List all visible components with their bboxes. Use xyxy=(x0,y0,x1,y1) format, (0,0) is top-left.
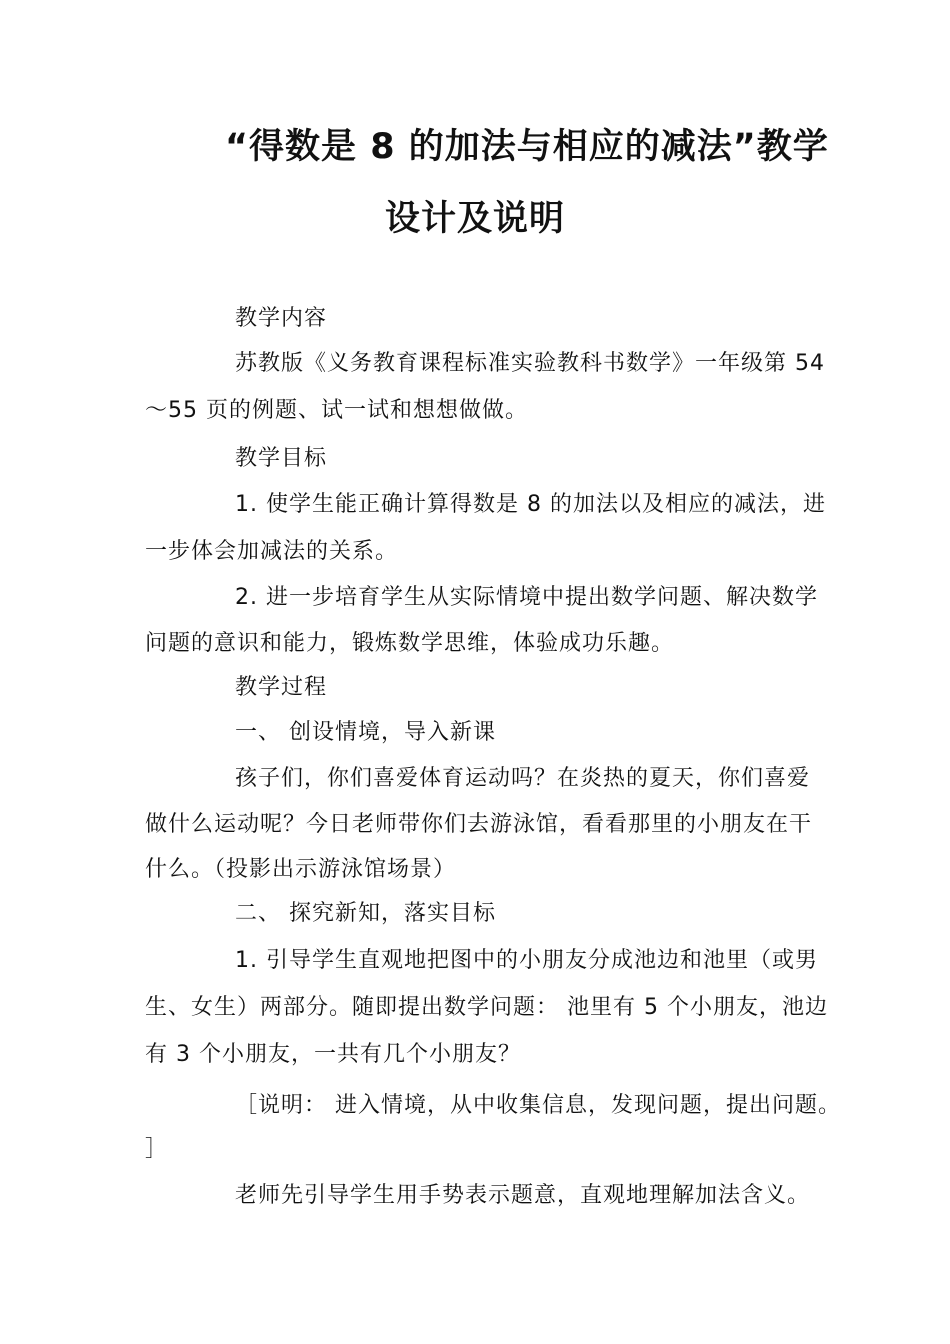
paragraph-line: 1. 引导学生直观地把图中的小朋友分成池边和池里（或男 xyxy=(235,948,818,973)
paragraph-line: 做什么运动呢？今日老师带你们去游泳馆，看看那里的小朋友在干 xyxy=(145,812,813,837)
section-heading: 一、 创设情境，导入新课 xyxy=(235,720,496,745)
paragraph-line: 1. 使学生能正确计算得数是 8 的加法以及相应的减法，进 xyxy=(235,492,826,517)
paragraph-line: ～55 页的例题、试一试和想想做做。 xyxy=(145,398,528,423)
note-line: ［说明： 进入情境，从中收集信息，发现问题，提出问题。 xyxy=(235,1093,841,1118)
paragraph-line: 孩子们，你们喜爱体育运动吗？在炎热的夏天，你们喜爱 xyxy=(235,766,811,791)
heading-teaching-content: 教学内容 xyxy=(235,306,328,331)
section-heading: 二、 探究新知，落实目标 xyxy=(235,901,496,926)
paragraph-line: 问题的意识和能力，锻炼数学思维，体验成功乐趣。 xyxy=(145,631,675,656)
note-line: ］ xyxy=(145,1137,169,1162)
paragraph-line: 一步体会加减法的关系。 xyxy=(145,539,399,564)
heading-teaching-process: 教学过程 xyxy=(235,675,328,700)
paragraph-line: 2. 进一步培育学生从实际情境中提出数学问题、解决数学 xyxy=(235,585,818,610)
paragraph-line: 老师先引导学生用手势表示题意，直观地理解加法含义。 xyxy=(235,1183,811,1208)
title-line-2: 设计及说明 xyxy=(384,199,565,239)
title-line-1: “得数是 8 的加法与相应的减法”教学 xyxy=(225,127,829,167)
paragraph-line: 什么。（投影出示游泳馆场景） xyxy=(145,857,457,882)
heading-teaching-goals: 教学目标 xyxy=(235,446,328,471)
paragraph-line: 苏教版《义务教育课程标准实验教科书数学》一年级第 54 xyxy=(235,351,825,376)
paragraph-line: 有 3 个小朋友，一共有几个小朋友？ xyxy=(145,1042,521,1067)
paragraph-line: 生、女生）两部分。随即提出数学问题： 池里有 5 个小朋友，池边 xyxy=(145,995,828,1020)
